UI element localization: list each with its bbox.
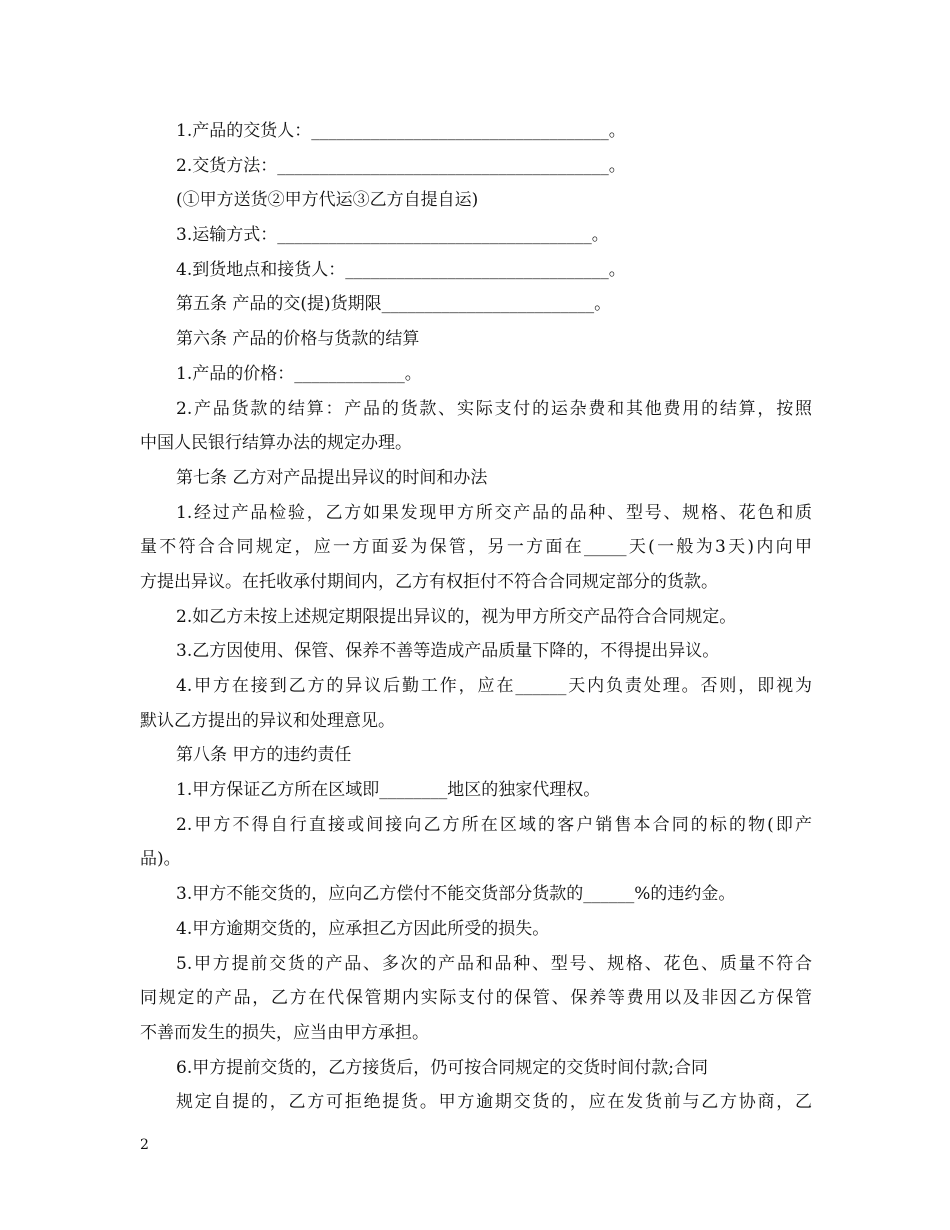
text-line-20: 1.甲方保证乙方所在区域即________地区的独家代理权。 [176,780,601,801]
section-heading-8: 第八条 甲方的违约责任 [176,745,352,766]
text-line-8: 1.产品的价格：_____________。 [176,363,422,384]
text-line-16: 3.乙方因使用、保管、保养不善等造成产品质量下降的，不得提出异议。 [176,641,720,662]
text-line-29: 规定自提的，乙方可拒绝提货。甲方逾期交货的，应在发货前与乙方协商，乙 [176,1092,812,1113]
text-line-15: 2.如乙方未按上述规定期限提出异议的，视为甲方所交产品符合合同规定。 [176,606,737,627]
text-line-9: 2.产品货款的结算：产品的货款、实际支付的运杂费和其他费用的结算，按照 [176,398,812,419]
section-heading-6: 第六条 产品的价格与货款的结算 [176,329,420,350]
text-line-2: 2.交货方法：_______________________________________。 [176,155,626,176]
document-body [140,114,812,1120]
text-line-17: 4.甲方在接到乙方的异议后勤工作，应在______天内负责处理。否则，即视为 [176,676,812,696]
text-line-13: 量不符合合同规定，应一方面妥为保管，另一方面在_____天(一般为3天)内向甲 [140,537,812,558]
text-line-25: 5.甲方提前交货的产品、多次的产品和品种、型号、规格、花色、质量不符合 [176,953,812,974]
text-line-26: 同规定的产品，乙方在代保管期内实际支付的保管、保养等费用以及非因乙方保管 [140,988,812,1009]
section-heading-7: 第七条 乙方对产品提出异议的时间和办法 [176,467,488,488]
page-number: 2 [140,1137,149,1153]
text-line-23: 3.甲方不能交货的，应向乙方偿付不能交货部分货款的______%的违约金。 [176,884,736,905]
text-line-22: 品)。 [140,849,181,870]
text-line-10: 中国人民银行结算办法的规定办理。 [140,433,412,454]
text-line-4: 3.运输方式：_____________________________________。 [176,225,609,246]
text-line-24: 4.甲方逾期交货的，应承担乙方因此所受的损失。 [176,918,550,939]
text-line-18: 默认乙方提出的异议和处理意见。 [140,710,395,731]
text-line-14: 方提出异议。在托收承付期间内，乙方有权拒付不符合合同规定部分的货款。 [140,571,718,592]
text-line-27: 不善而发生的损失，应当由甲方承担。 [140,1022,429,1043]
text-line-5: 4.到货地点和接货人：_______________________________。 [176,259,626,280]
text-line-3: (①甲方送货②甲方代运③乙方自提自运) [176,190,479,211]
text-line-21: 2.甲方不得自行直接或间接向乙方所在区域的客户销售本合同的标的物(即产 [176,814,812,835]
text-line-12: 1.经过产品检验，乙方如果发现甲方所交产品的品种、型号、规格、花色和质 [176,502,812,523]
section-heading-5: 第五条 产品的交(提)货期限_________________________。 [176,294,612,315]
text-line-28: 6.甲方提前交货的，乙方接货后，仍可按合同规定的交货时间付款;合同 [176,1057,708,1078]
text-line-1: 1.产品的交货人：___________________________________。 [176,121,626,141]
